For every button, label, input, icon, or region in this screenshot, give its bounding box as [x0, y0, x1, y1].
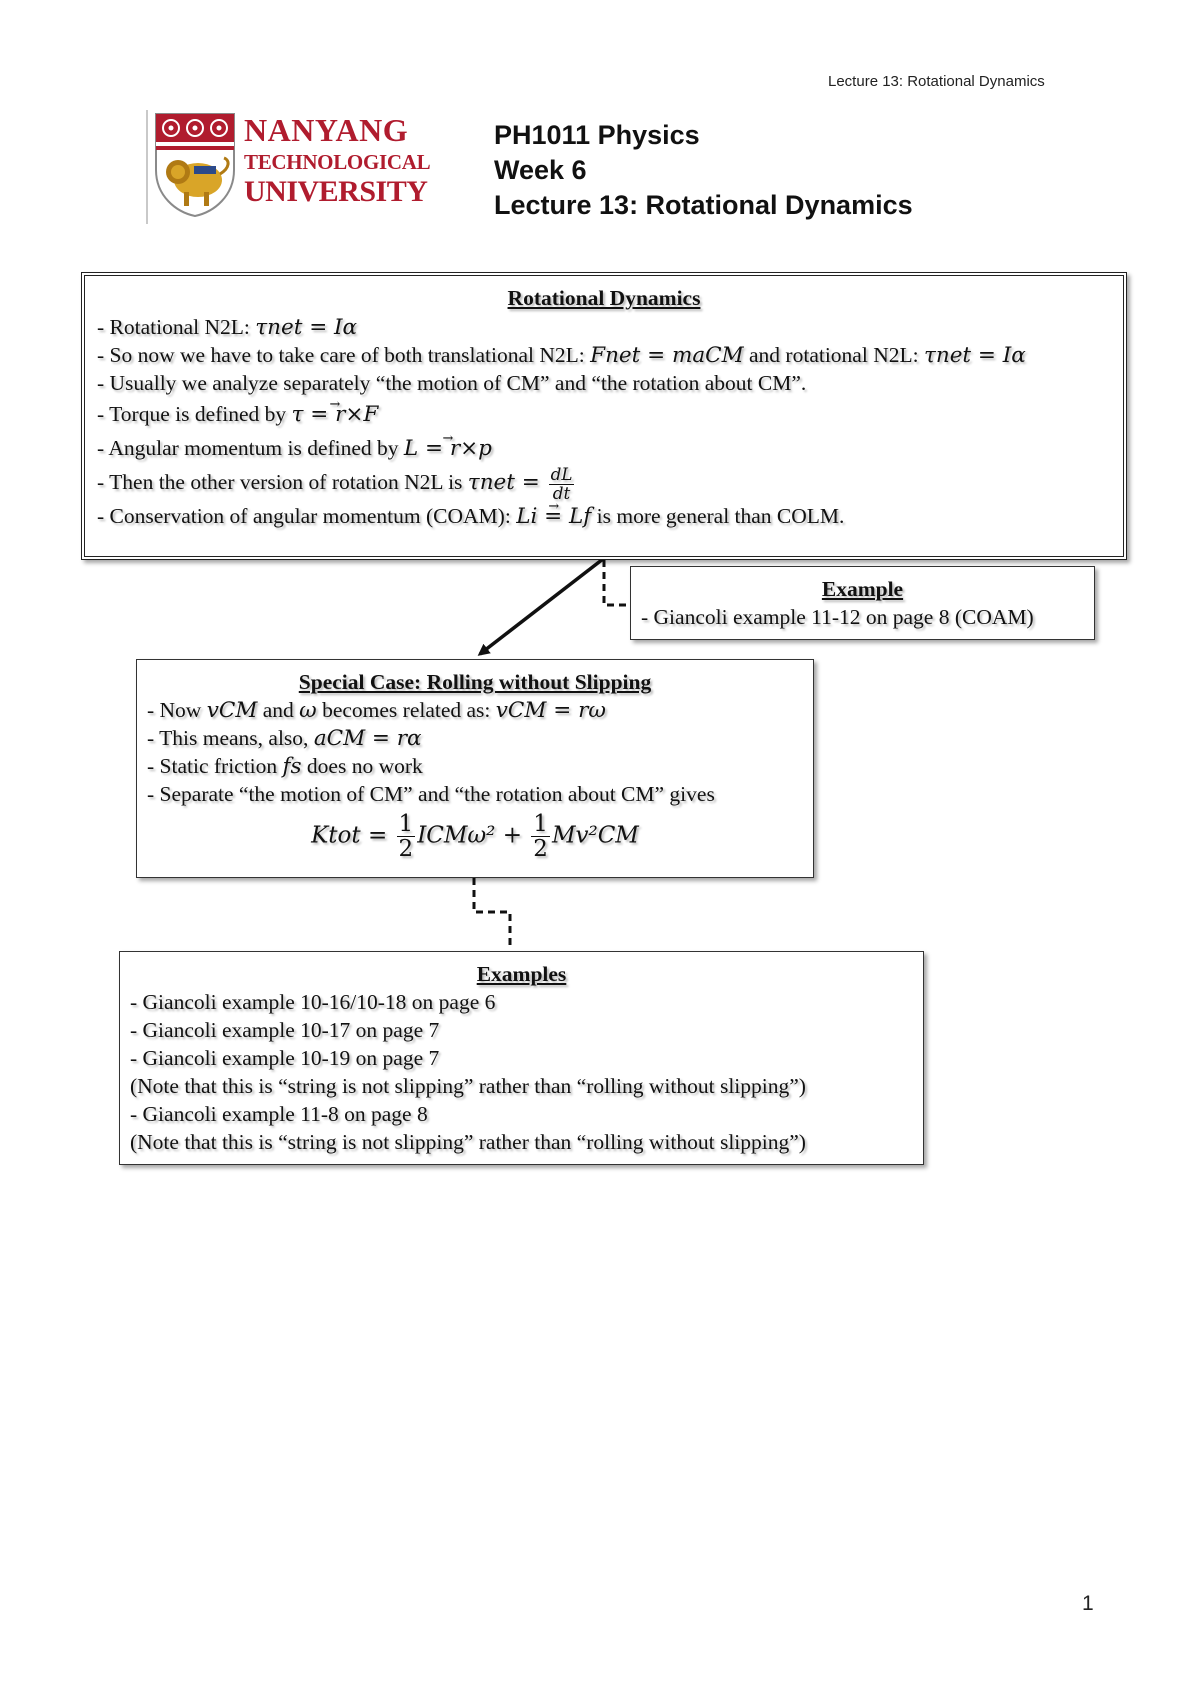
- example-line: - Giancoli example 11-12 on page 8 (COAM): [641, 605, 1034, 629]
- lecture-title: Lecture 13: Rotational Dynamics: [494, 190, 913, 220]
- title-block: [494, 118, 913, 223]
- page-number: 1: [1082, 1592, 1094, 1615]
- logo-line-technological: TECHNOLOGICAL: [244, 150, 431, 174]
- example-box: [630, 566, 1095, 640]
- list-item: - Giancoli example 10-19 on page 7: [130, 1046, 440, 1070]
- half-fraction-1: $\frac{1}{2}$: [398, 811, 414, 863]
- crest-icon: [154, 112, 236, 218]
- separate-motion-line: - Separate “the motion of CM” and “the rotation about CM” gives: [147, 782, 715, 806]
- box-heading: Examples: [476, 962, 567, 986]
- list-item: - Giancoli example 10-17 on page 7: [130, 1018, 440, 1042]
- logo-line-university: UNIVERSITY: [244, 175, 428, 208]
- rotational-n2l-line: - Rotational N2L: τnet = Iα: [97, 315, 358, 340]
- running-header: Lecture 13: Rotational Dynamics: [828, 73, 1045, 90]
- list-item: (Note that this is “string is not slipping” rather than “rolling without slipping”): [130, 1130, 806, 1154]
- acm-line: - This means, also, aCM = rα: [147, 726, 422, 751]
- arrow-to-rolling: [480, 559, 603, 654]
- box-heading: Example: [821, 577, 904, 601]
- rolling-without-slipping-box: [136, 659, 814, 878]
- logo-line-nanyang: NANYANG: [244, 112, 409, 148]
- kinetic-energy-formula: Ktot = $\frac{1}{2}$ ICMω² + $\frac{1}{2}$ Mv²CM: [311, 811, 639, 863]
- examples-box: [119, 951, 924, 1165]
- list-item: - Giancoli example 10-16/10-18 on page 6: [130, 990, 496, 1014]
- list-item: (Note that this is “string is not slipping” rather than “rolling without slipping”): [130, 1074, 806, 1098]
- rotation-n2l-version-line: - Then the other version of rotation N2L is τnet = $\frac{dL}{dt}$: [97, 463, 573, 503]
- torque-line: - Torque is defined by → τ = r×F: [97, 397, 1111, 431]
- dashed-link-examples: [474, 878, 510, 950]
- box-heading: Special Case: Rolling without Slipping: [298, 670, 652, 694]
- both-n2l-line: - So now we have to take care of both translational N2L: Fnet = maCM and rotational N2L: τnet = Iα: [97, 343, 1026, 368]
- course-title: PH1011 Physics: [494, 120, 700, 150]
- dashed-link-example: [604, 560, 628, 605]
- analyze-separately-line: - Usually we analyze separately “the motion of CM” and “the rotation about CM”.: [97, 371, 807, 395]
- vcm-omega-line: - Now vCM and ω becomes related as: vCM = rω: [147, 698, 606, 723]
- angular-momentum-line: - Angular momentum is defined by → L = r×p: [97, 431, 1111, 465]
- week-title: Week 6: [494, 155, 587, 185]
- university-logo: [146, 108, 442, 226]
- logo-divider: [146, 110, 148, 224]
- coam-line: - Conservation of angular momentum (COAM): → Li = Lf is more general than COLM.: [97, 499, 1111, 533]
- box-heading: Rotational Dynamics: [507, 286, 701, 310]
- static-friction-line: - Static friction fs does no work: [147, 754, 423, 779]
- list-item: - Giancoli example 11-8 on page 8: [130, 1102, 428, 1126]
- dl-dt-fraction: $\frac{dL}{dt}$: [550, 463, 573, 503]
- half-fraction-2: $\frac{1}{2}$: [533, 811, 548, 863]
- rotational-dynamics-box: [81, 272, 1127, 560]
